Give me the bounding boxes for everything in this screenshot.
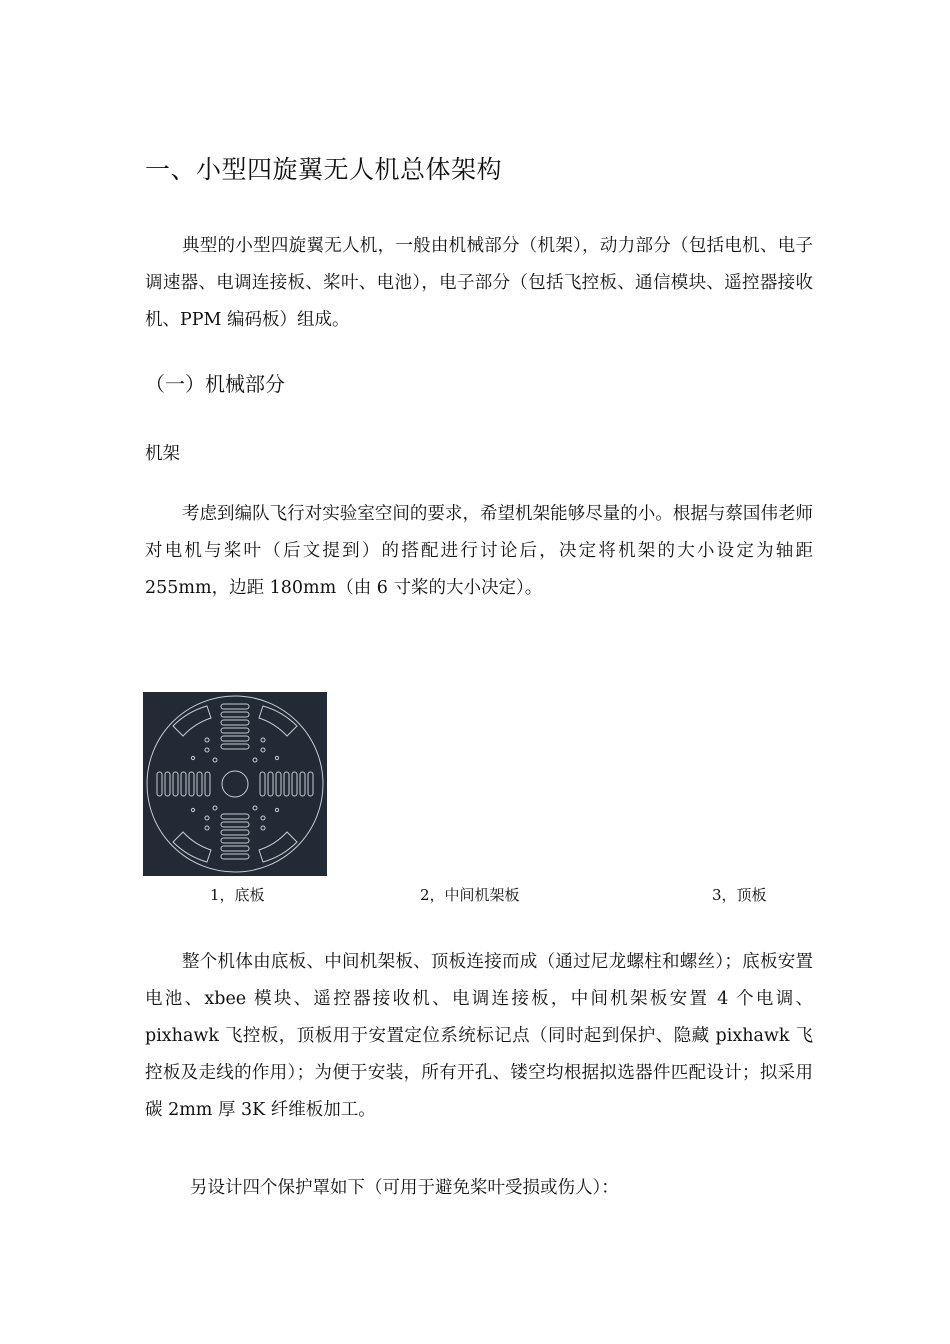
subsection-heading: 机架 [145, 444, 180, 464]
bottom-plate-cad-image [143, 692, 327, 876]
page-title: 一、小型四旋翼无人机总体架构 [145, 155, 503, 184]
bottom-plate-drawing [143, 692, 327, 876]
assembly-paragraph: 整个机体由底板、中间机架板、顶板连接而成（通过尼龙螺柱和螺丝）；底板安置电池、xbee 模块、遥控器接收机、电调连接板，中间机架板安置 4 个电调、pixhawk 飞控板，顶板用于安置定位系统标记点（同时起到保护、隐藏 pixhawk 飞控板及走线的作用）；为便于安装，所有开孔、镂空均根据拟选器件匹配设计；拟采用碳 2mm 厚 3K 纤维板加工。 [145, 952, 813, 1120]
section-heading: （一）机械部分 [145, 372, 285, 396]
caption-middle-plate: 2，中间机架板 [420, 886, 520, 904]
guard-paragraph: 另设计四个保护罩如下（可用于避免桨叶受损或伤人）： [190, 1178, 619, 1198]
caption-bottom-plate: 1，底板 [210, 886, 265, 904]
frame-paragraph: 考虑到编队飞行对实验室空间的要求，希望机架能够尽量的小。根据与蔡国伟老师对电机与桨叶（后文提到）的搭配进行讨论后，决定将机架的大小设定为轴距 255mm，边距 180mm（由 6 寸桨的大小决定）。 [145, 504, 813, 598]
intro-paragraph: 典型的小型四旋翼无人机，一般由机械部分（机架），动力部分（包括电机、电子调速器、电调连接板、桨叶、电池），电子部分（包括飞控板、通信模块、遥控器接收机、PPM 编码板）组成。 [145, 236, 813, 330]
caption-top-plate: 3，顶板 [712, 886, 767, 904]
